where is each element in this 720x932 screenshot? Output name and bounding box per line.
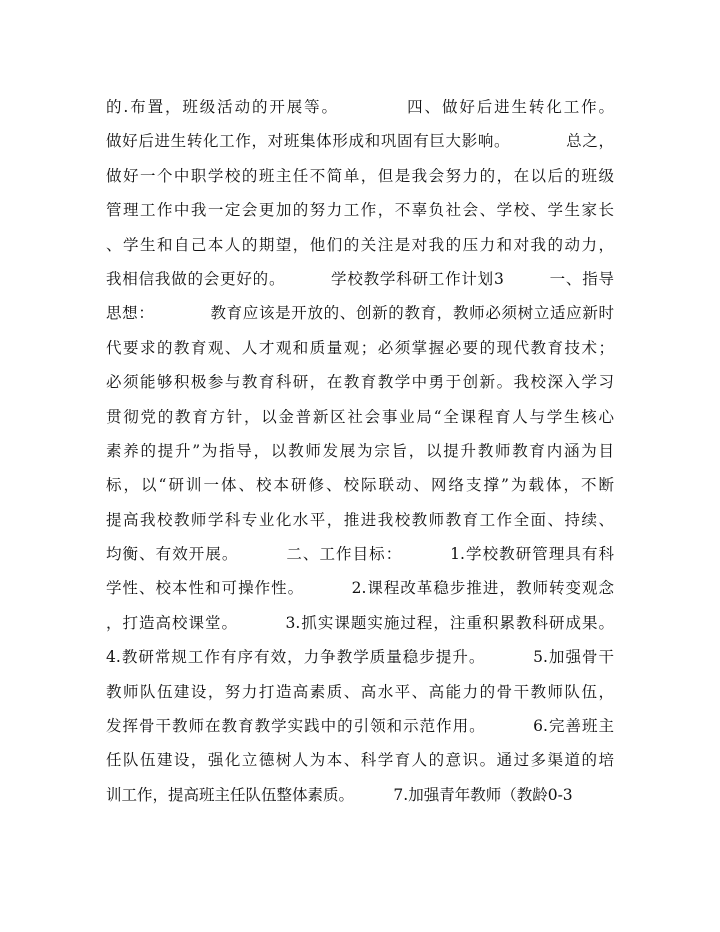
text-line: 素养的提升”为指导，以教师发展为宗旨，以提升教师教育内涵为目 (106, 441, 614, 460)
text-line: 做好一个中职学校的班主任不简单，但是我会努力的，在以后的班级 (106, 166, 614, 185)
body-text (106, 90, 614, 812)
text-line: 必须能够积极参与教育科研，在教育教学中勇于创新。我校深入学习 (106, 373, 614, 392)
text-line: 做好后进生转化工作，对班集体形成和巩固有巨大影响。 总之， (106, 132, 614, 151)
text-line: 教师队伍建设，努力打造高素质、高水平、高能力的骨干教师队伍， (106, 682, 614, 701)
text-line: 提高我校教师学科专业化水平，推进我校教师教育工作全面、持续、 (106, 510, 614, 529)
text-line: 任队伍建设，强化立德树人为本、科学育人的意识。通过多渠道的培 (106, 751, 614, 770)
text-line: 管理工作中我一定会更加的努力工作，不辜负社会、学校、学生家长 (106, 201, 614, 220)
text-line: 发挥骨干教师在教育教学实践中的引领和示范作用。 6.完善班主 (106, 717, 614, 736)
text-line: 思想： 教育应该是开放的、创新的教育，教师必须树立适应新时 (106, 304, 614, 323)
text-line: 学性、校本性和可操作性。 2.课程改革稳步推进，教师转变观念 (106, 579, 614, 598)
text-line: 训工作，提高班主任队伍整体素质。 7.加强青年教师（教龄0-3 (106, 785, 573, 804)
text-line: 的.布置，班级活动的开展等。 四、做好后进生转化工作。 (106, 98, 614, 116)
text-line: 贯彻党的教育方针，以金普新区社会事业局“全课程育人与学生核心 (106, 407, 614, 426)
text-line: 代要求的教育观、人才观和质量观；必须掌握必要的现代教育技术； (106, 338, 614, 357)
text-line: 均衡、有效开展。 二、工作目标： 1.学校教研管理具有科 (106, 545, 614, 564)
text-line: 、学生和自己本人的期望，他们的关注是对我的压力和对我的动力， (106, 235, 614, 254)
text-line: ，打造高校课堂。 3.抓实课题实施过程，注重积累教科研成果。 (106, 613, 614, 632)
text-line: 标，以“研训一体、校本研修、校际联动、网络支撑”为载体，不断 (106, 476, 614, 495)
text-line: 我相信我做的会更好的。 学校教学科研工作计划3 一、指导 (106, 269, 614, 288)
text-line: 4.教研常规工作有序有效，力争教学质量稳步提升。 5.加强骨干 (106, 648, 614, 667)
